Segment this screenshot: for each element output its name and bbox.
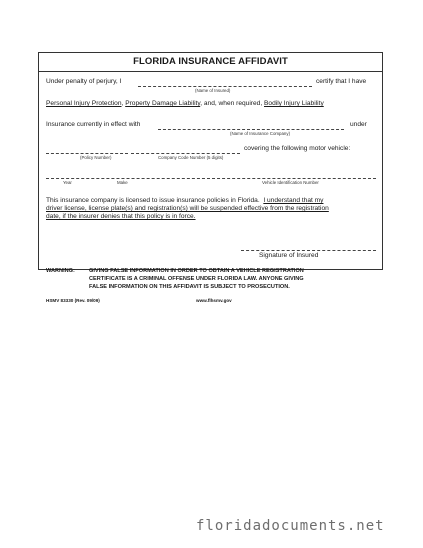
company-code-caption: Company Code Number (5 digits) (158, 155, 224, 160)
licensed-paragraph-line3: date, if the insurer denies that this policy is in force. (46, 213, 196, 220)
make-caption: Make (117, 180, 128, 185)
insurance-company-caption: (Name of Insurance Company) (230, 131, 291, 136)
form-title: FLORIDA INSURANCE AFFIDAVIT (39, 53, 382, 72)
vehicle-info-field[interactable] (46, 178, 376, 179)
pip-text: Personal Injury Protection (46, 100, 122, 107)
watermark-text: floridadocuments.net (196, 518, 385, 534)
warning-line3: FALSE INFORMATION ON THIS AFFIDAVIT IS SUBJECT TO PROSECUTION. (89, 284, 290, 290)
policy-number-caption: (Policy Number) (80, 155, 112, 160)
understand-statement: I understand that my (263, 197, 324, 204)
perjury-prefix-text: Under penalty of perjury, I (46, 78, 122, 85)
coverage-types-line (46, 100, 324, 108)
form-number: HSMV 83330 (Rev. 09/09) (46, 298, 100, 303)
licensed-paragraph-line2: driver license, license plate(s) and registration(s) will be suspended effective from the registration (46, 205, 329, 212)
under-text: under (350, 121, 367, 128)
vin-caption: Vehicle Identification Number (262, 180, 319, 185)
warning-line1: GIVING FALSE INFORMATION IN ORDER TO OBTAIN A VEHICLE REGISTRATION (89, 268, 304, 274)
policy-number-field[interactable] (46, 153, 128, 154)
licensed-statement: This insurance company is licensed to issue insurance policies in Florida. (46, 197, 260, 204)
certify-suffix-text: certify that I have (316, 78, 367, 85)
warning-label: WARNING: (46, 268, 75, 274)
coverage-separator: , (121, 100, 124, 107)
company-code-field[interactable] (131, 153, 240, 154)
pdl-text: Property Damage Liability (125, 100, 201, 107)
year-caption: Year (63, 180, 72, 185)
signature-caption: Signature of Insured (259, 252, 319, 259)
warning-line2: CERTIFICATE IS A CRIMINAL OFFENSE UNDER FLORIDA LAW. ANYONE GIVING (89, 276, 304, 282)
bil-text: Bodily Injury Liability (264, 100, 324, 107)
coverage-mid-text: , and, when required, (200, 100, 263, 107)
website-link[interactable]: www.flhsmv.gov (196, 298, 232, 303)
signature-field[interactable] (241, 250, 376, 251)
insured-name-caption: (Name of Insured) (195, 88, 231, 93)
covering-vehicle-text: covering the following motor vehicle: (244, 145, 351, 152)
insurance-effect-text: Insurance currently in effect with (46, 121, 141, 128)
insured-name-field[interactable] (138, 86, 312, 87)
licensed-paragraph-line1 (46, 197, 323, 205)
insurance-company-field[interactable] (158, 129, 344, 130)
